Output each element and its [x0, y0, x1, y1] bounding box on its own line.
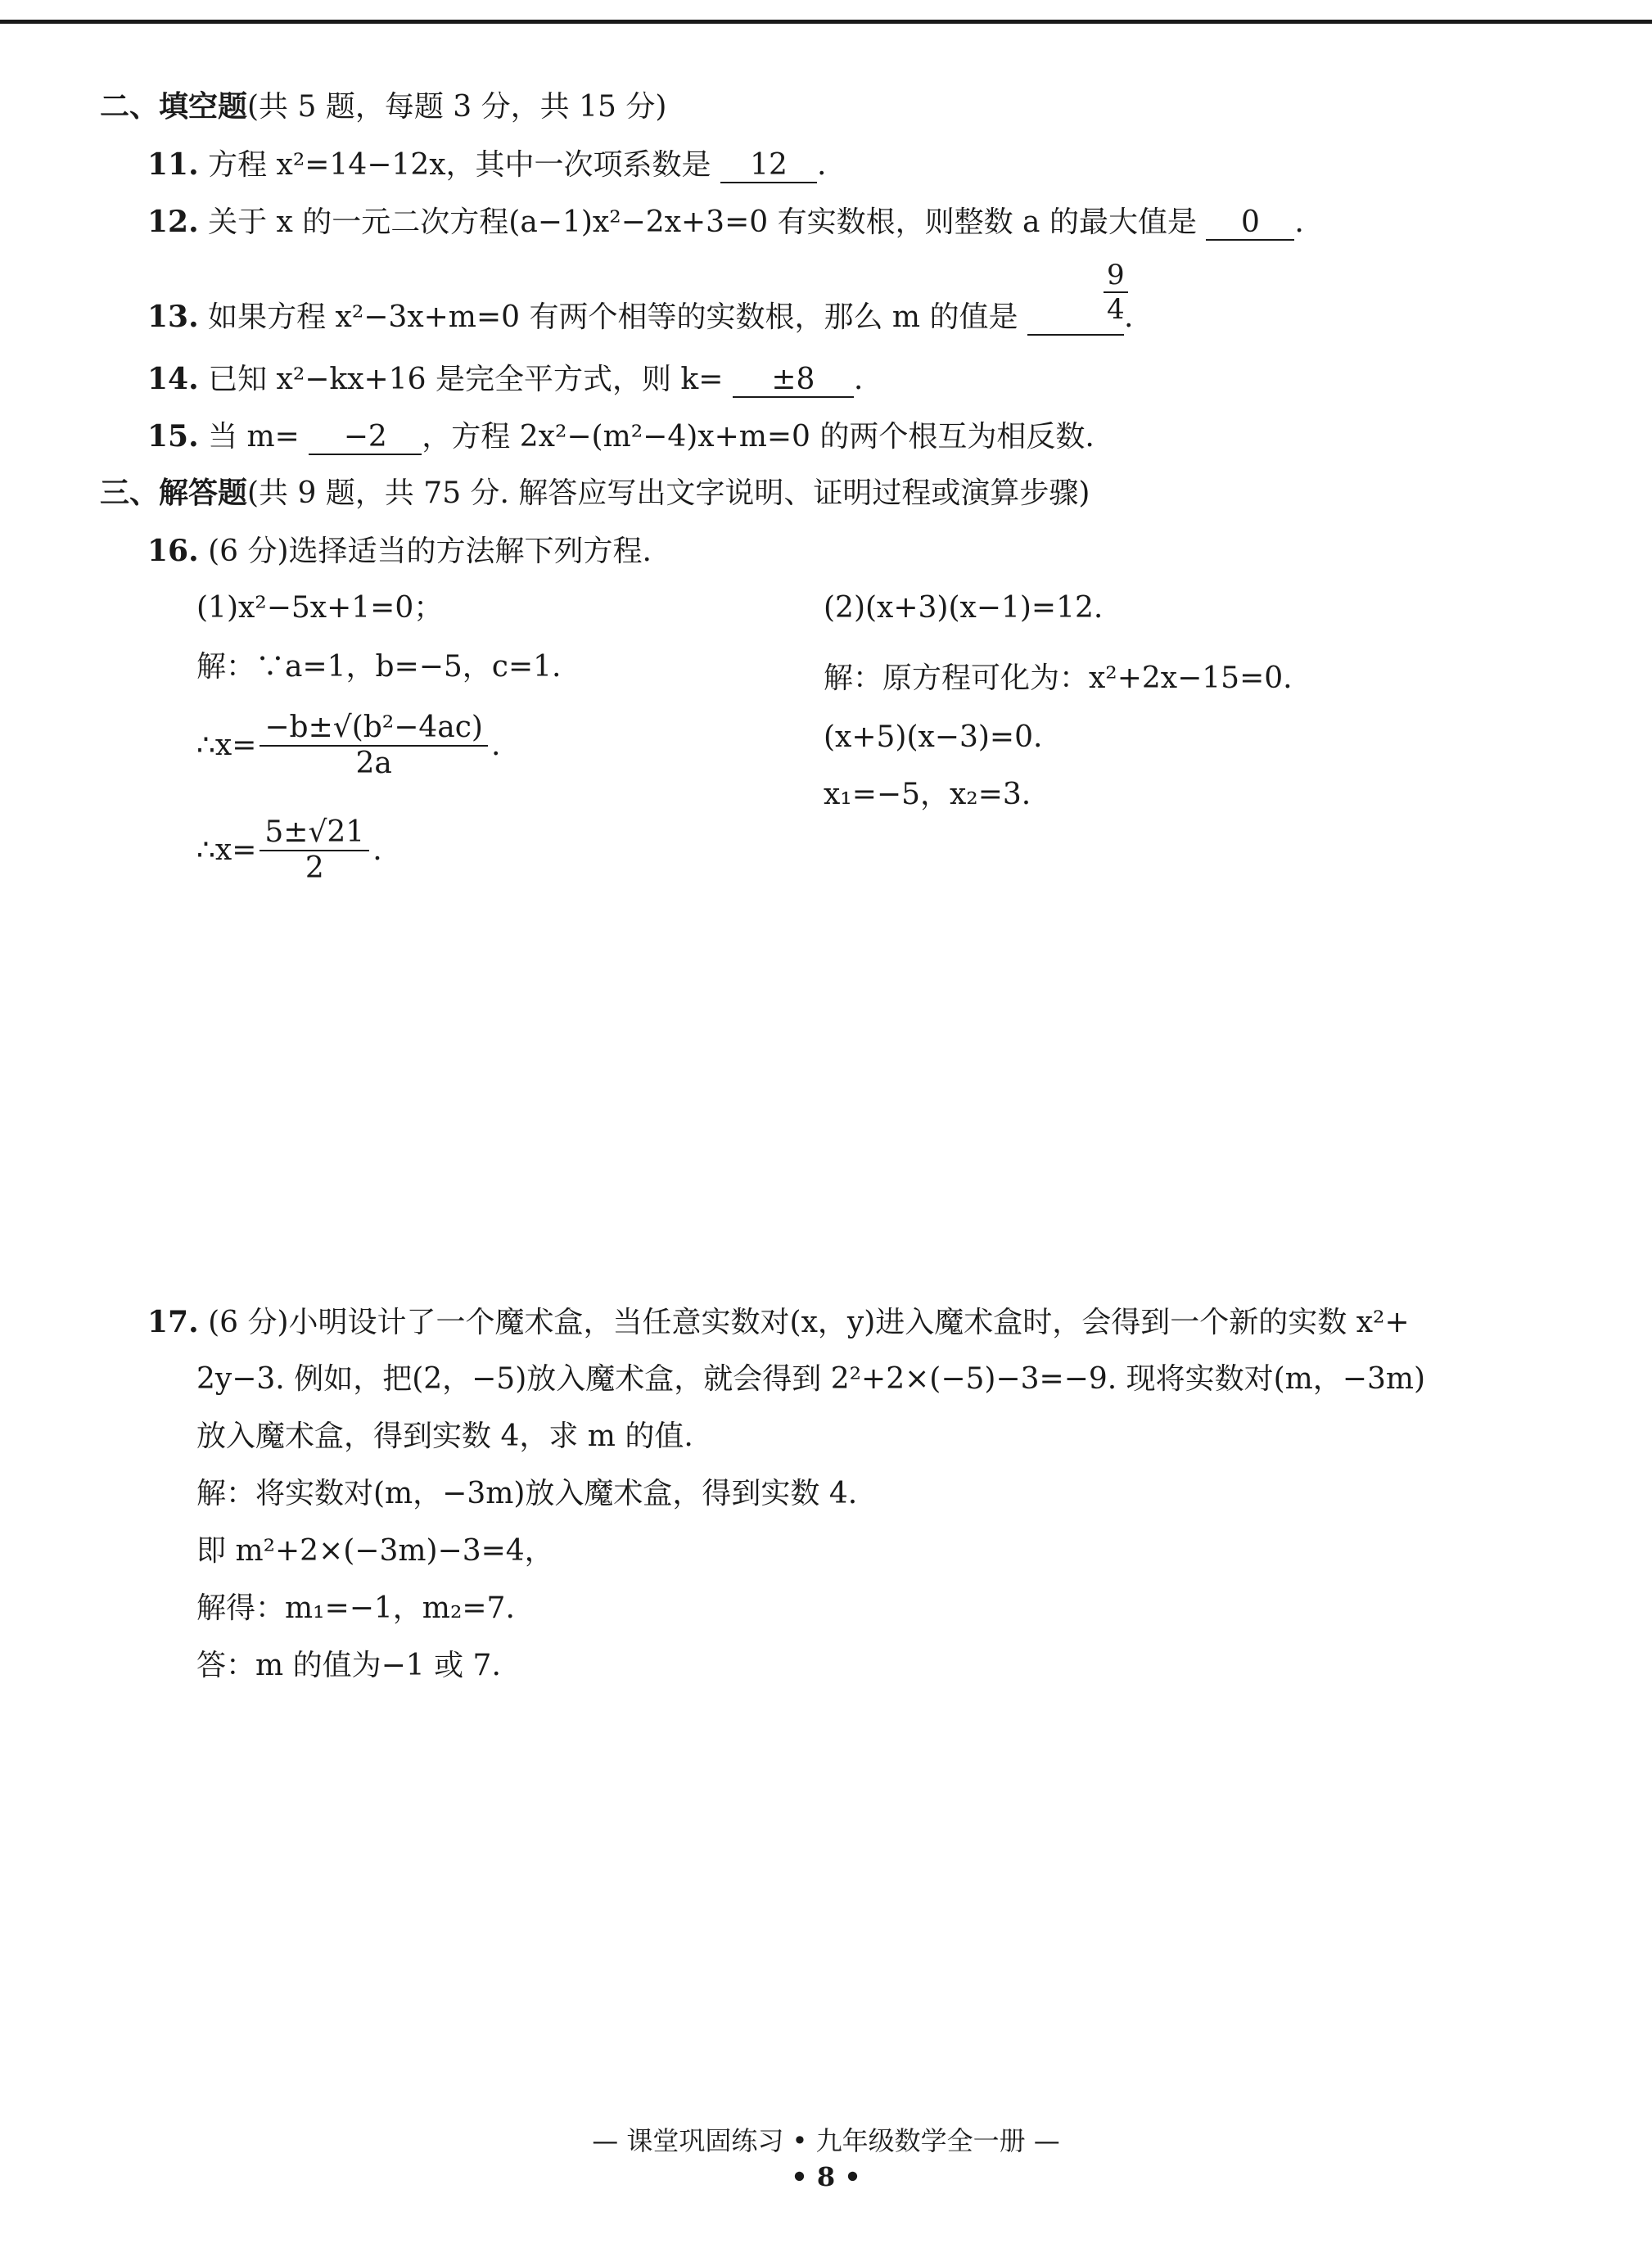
quadratic-formula-fraction — [260, 711, 488, 781]
section-2-heading — [100, 88, 666, 126]
q16-part2-step1: 解：原方程可化为：x²+2x−15=0. — [824, 661, 1293, 695]
solution-fraction — [260, 815, 369, 886]
question-13 — [147, 298, 1133, 336]
question-number: 13. — [147, 300, 199, 334]
fraction-denominator: 4 — [1107, 293, 1125, 326]
period: . — [816, 148, 827, 182]
section-3-heading — [100, 475, 1090, 512]
fraction-numerator: −b±√(b²−4ac) — [260, 711, 488, 747]
question-15 — [147, 418, 1095, 456]
period: . — [1123, 300, 1134, 334]
question-text: (6 分)选择适当的方法解下列方程. — [208, 535, 652, 568]
question-11 — [147, 146, 826, 184]
q16-part1-step1: 解：∵a=1，b=−5，c=1. — [196, 650, 562, 684]
question-text: ，方程 2x²−(m²−4)x+m=0 的两个根互为相反数. — [422, 420, 1095, 454]
fraction-numerator: 9 — [1104, 259, 1128, 293]
question-number: 14. — [147, 362, 199, 396]
section-2-note: (共 5 题，每题 3 分，共 15 分) — [247, 90, 667, 124]
question-number: 16. — [147, 534, 199, 568]
fraction-denominator: 2 — [305, 851, 324, 885]
question-17-line2: 2y−3. 例如，把(2，−5)放入魔术盒，就会得到 2²+2×(−5)−3=−9. 现将实数对(m，−3m) — [196, 1362, 1426, 1396]
question-number: 17. — [147, 1305, 199, 1339]
answer-blank: 0 — [1206, 206, 1294, 241]
answer-blank: −2 — [309, 421, 422, 455]
period: . — [853, 363, 864, 396]
section-3-note: (共 9 题，共 75 分. 解答应写出文字说明、证明过程或演算步骤) — [247, 476, 1090, 510]
question-text: 如果方程 x²−3x+m=0 有两个相等的实数根，那么 m 的值是 — [208, 300, 1018, 334]
question-text: (6 分)小明设计了一个魔术盒，当任意实数对(x，y)进入魔术盒时，会得到一个新的实数 x²+ — [208, 1306, 1410, 1339]
q17-solution-2: 即 m²+2×(−3m)−3=4， — [196, 1534, 554, 1568]
q16-part1-step3: ∴x= $\frac{5\pm√21}{2}$ . — [196, 815, 382, 885]
step-prefix: ∴x= — [196, 729, 257, 762]
period: . — [1294, 205, 1304, 239]
q16-part2-step2: (x+5)(x−3)=0. — [824, 720, 1043, 754]
page-number: • 8 • — [791, 2161, 861, 2192]
q16-part2-step3: x₁=−5，x₂=3. — [824, 778, 1031, 811]
question-text: 方程 x²=14−12x，其中一次项系数是 — [208, 148, 711, 182]
answer-fraction — [1104, 259, 1128, 326]
question-number: 11. — [147, 147, 199, 182]
fraction-denominator: 2a — [355, 747, 392, 780]
question-17-line1 — [147, 1303, 1410, 1342]
answer-blank: ±8 — [733, 363, 854, 398]
fraction-numerator: 5±√21 — [260, 815, 369, 851]
question-text-pre: 当 m= — [208, 420, 300, 454]
q17-solution-3: 解得：m₁=−1，m₂=7. — [196, 1591, 515, 1625]
section-2-title: 二、填空题 — [100, 90, 248, 124]
question-17-line3: 放入魔术盒，得到实数 4，求 m 的值. — [196, 1420, 693, 1453]
q16-part2-problem: (2)(x+3)(x−1)=12. — [824, 591, 1104, 625]
question-14 — [147, 360, 863, 399]
q17-solution-4: 答：m 的值为−1 或 7. — [196, 1649, 501, 1682]
question-text: 关于 x 的一元二次方程(a−1)x²−2x+3=0 有实数根，则整数 a 的最大值是 — [208, 205, 1197, 239]
answer-blank: 12 — [720, 149, 817, 183]
question-number: 15. — [147, 419, 199, 454]
q17-solution-1: 解：将实数对(m，−3m)放入魔术盒，得到实数 4. — [196, 1477, 858, 1510]
q16-part1-step2: ∴x= $\frac{\text{−b±√(b²−4ac)}}{2a}$ . — [196, 711, 501, 780]
section-3-title: 三、解答题 — [100, 476, 248, 510]
question-12 — [147, 203, 1304, 241]
question-text: 已知 x²−kx+16 是完全平方式，则 k= — [208, 363, 724, 396]
top-rule — [0, 20, 1652, 24]
question-number: 12. — [147, 205, 199, 239]
footer-title: — 课堂巩固练习 • 九年级数学全一册 — — [592, 2125, 1060, 2156]
question-16 — [147, 532, 652, 571]
step-prefix: ∴x= — [196, 833, 257, 867]
q16-part1-problem: (1)x²−5x+1=0； — [196, 591, 444, 625]
